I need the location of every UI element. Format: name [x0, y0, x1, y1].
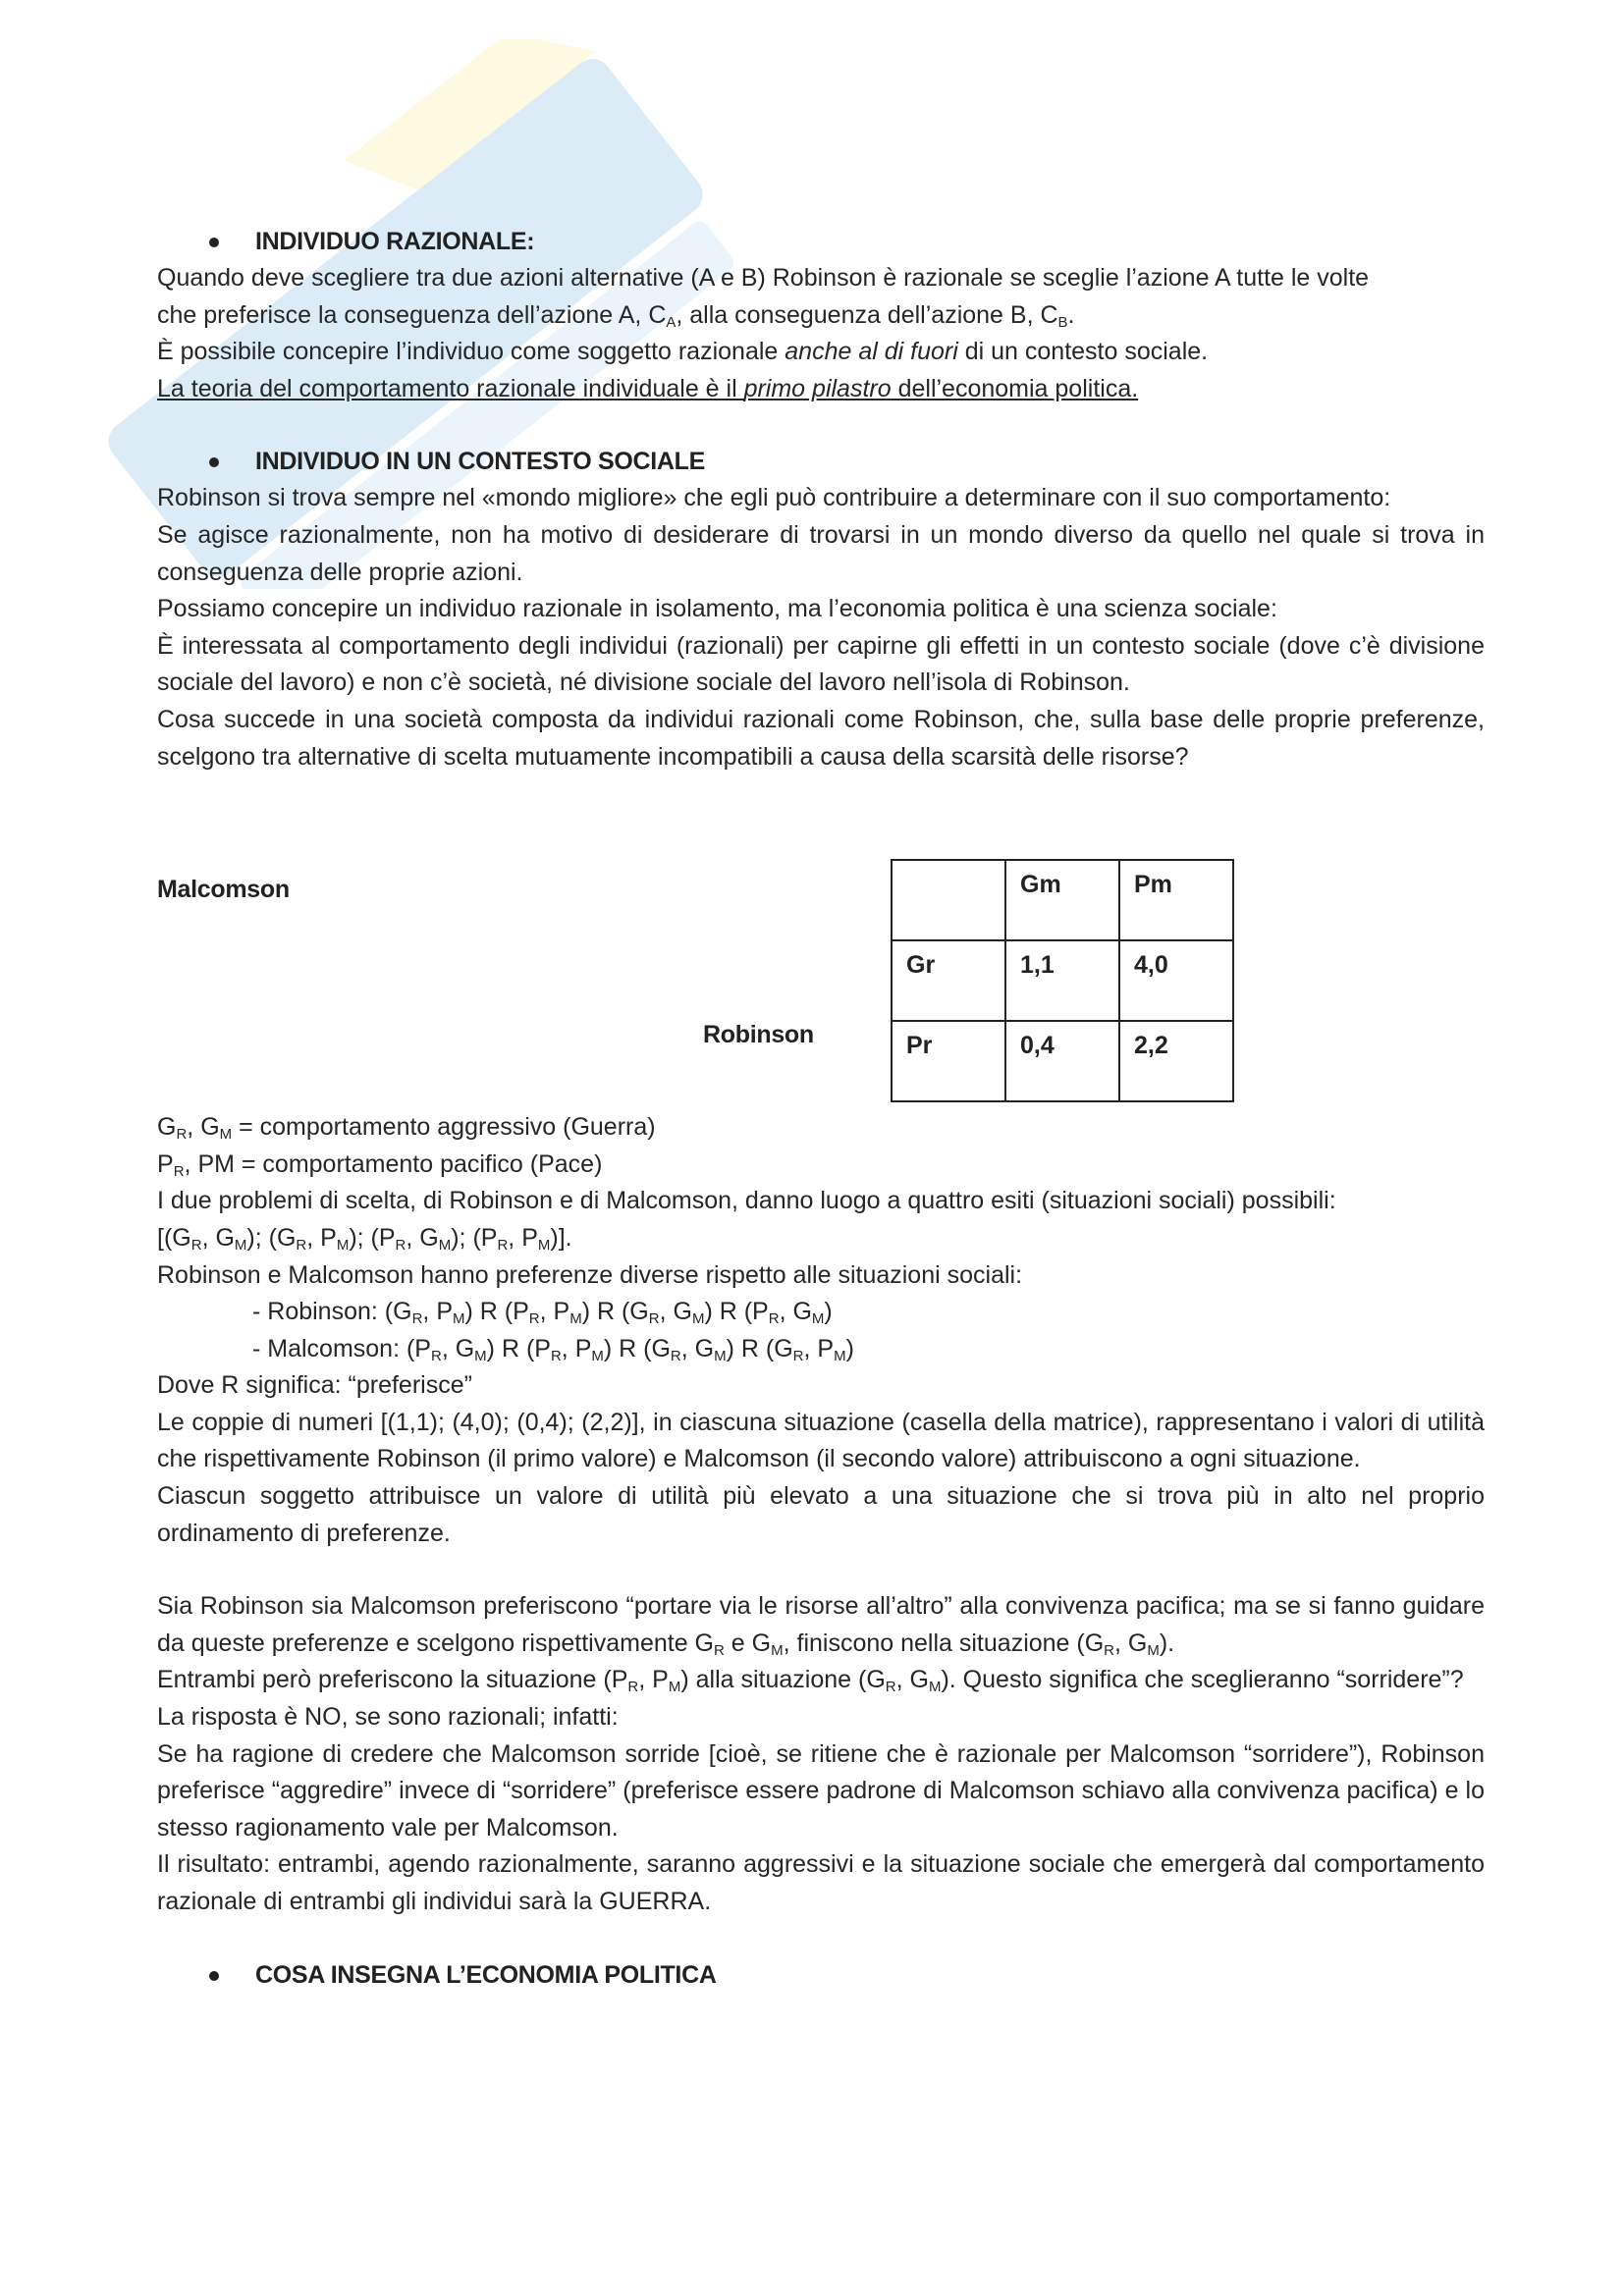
paragraph: Le coppie di numeri [(1,1); (4,0); (0,4); (2,2)], in ciascuna situazione (casella della matrice), rappresentano i valori di utilità che rispettivamente Robinson (il primo valore) e Malcomson (il secondo valore) attribuiscono a ogni situazione. — [157, 1408, 1485, 1473]
bullet-icon — [209, 238, 219, 247]
game-matrix-area — [157, 864, 1485, 1109]
paragraph: $G_R$, $G_M$ = comportamento aggressivo (Guerra) — [157, 1113, 656, 1144]
matrix-row-header: Gr — [892, 940, 1005, 1021]
paragraph: Il risultato: entrambi, agendo razionalmente, saranno aggressivi e la situazione sociale che emergerà dal comportamento razionale di entrambi gli individui sarà la GUERRA. — [157, 1850, 1485, 1915]
bullet-icon — [209, 1971, 219, 1981]
paragraph: Cosa succede in una società composta da individui razionali come Robinson, che, sulla base delle proprie preferenze, scelgono tra alternative di scelta mutuamente incompatibili a causa della scarsità delle risorse? — [157, 705, 1485, 771]
preference-malcomson: - Malcomson: ($P_R$, $G_M$) R ($P_R$, $P_M$) R ($G_R$, $G_M$) R ($G_R$, $P_M$) — [252, 1334, 854, 1364]
paragraph: È possibile concepire l’individuo come soggetto razionale anche al di fuori di un contesto sociale. — [157, 338, 1209, 366]
paragraph: Entrambi però preferiscono la situazione ($P_R$, $P_M$) alla situazione ($G_R$, $G_M$). Questo significa che sceglieranno “sorridere”? — [157, 1666, 1464, 1696]
paragraph: $P_R$, PM = comportamento pacifico (Pace) — [157, 1149, 603, 1180]
matrix-col-header: Pm — [1119, 860, 1233, 940]
matrix-corner-cell — [892, 860, 1005, 940]
section-heading-contesto-sociale — [157, 444, 1485, 480]
player-label-robinson: Robinson — [703, 1021, 814, 1049]
heading-text: INDIVIDUO IN UN CONTESTO SOCIALE — [255, 448, 706, 476]
paragraph: La risposta è NO, se sono razionali; infatti: — [157, 1703, 619, 1732]
underlined-paragraph: La teoria del comportamento razionale individuale è il primo pilastro dell’economia politica. — [157, 374, 1139, 402]
paragraph: Dove R significa: “preferisce” — [157, 1371, 472, 1400]
matrix-cell: 2,2 — [1119, 1021, 1233, 1101]
paragraph: Sia Robinson sia Malcomson preferiscono “portare via le risorse all’altro” alla convivenza pacifica; ma se si fanno guidare da queste preferenze e scelgono rispettivamente $G_R$ e $G_M$, finiscono nella situazione ($G_R$, $G_M$). — [157, 1592, 1485, 1659]
paragraph: Possiamo concepire un individuo razionale in isolamento, ma l’economia politica è una scienza sociale: — [157, 595, 1277, 623]
document-page — [157, 224, 1485, 1994]
matrix-cell: 1,1 — [1005, 940, 1119, 1021]
paragraph: [($G_R$, $G_M$); ($G_R$, $P_M$); ($P_R$, $G_M$); ($P_R$, $P_M$)]. — [157, 1223, 572, 1254]
player-label-malcomson: Malcomson — [157, 876, 290, 904]
paragraph: Robinson si trova sempre nel «mondo migliore» che egli può contribuire a determinare con il suo comportamento: — [157, 484, 1391, 512]
paragraph: che preferisce la conseguenza dell’azione A, $C_A$, alla conseguenza dell’azione B, $C_B$. — [157, 300, 1075, 331]
matrix-cell: 4,0 — [1119, 940, 1233, 1021]
heading-text: INDIVIDUO RAZIONALE: — [255, 228, 535, 255]
preference-robinson: - Robinson: ($G_R$, $P_M$) R ($P_R$, $P_M$) R ($G_R$, $G_M$) R ($P_R$, $G_M$) — [252, 1298, 833, 1328]
paragraph: Se agisce razionalmente, non ha motivo di desiderare di trovarsi in un mondo diverso da quello nel quale si trova in conseguenza delle proprie azioni. — [157, 520, 1485, 586]
paragraph: Robinson e Malcomson hanno preferenze diverse rispetto alle situazioni sociali: — [157, 1260, 1023, 1289]
paragraph: È interessata al comportamento degli individui (razionali) per capirne gli effetti in un contesto sociale (dove c’è divisione sociale del lavoro) e non c’è società, né divisione sociale del lavoro nell’isola di Robinson. — [157, 631, 1485, 697]
paragraph: Se ha ragione di credere che Malcomson sorride [cioè, se ritiene che è razionale per Malcomson “sorridere”), Robinson preferisce “aggredire” invece di “sorridere” (preferisce essere padrone di Malcomson schiavo alla convivenza pacifica) e lo stesso ragionamento vale per Malcomson. — [157, 1739, 1485, 1842]
heading-text: COSA INSEGNA L’ECONOMIA POLITICA — [255, 1960, 717, 1989]
paragraph: Ciascun soggetto attribuisce un valore di utilità più elevato a una situazione che si trova più in alto nel proprio ordinamento di preferenze. — [157, 1482, 1485, 1547]
payoff-matrix — [891, 859, 1234, 1102]
paragraph: Quando deve scegliere tra due azioni alternative (A e B) Robinson è razionale se sceglie l’azione A tutte le volte — [157, 264, 1370, 292]
matrix-row-header: Pr — [892, 1021, 1005, 1101]
matrix-col-header: Gm — [1005, 860, 1119, 940]
section-heading-individuo-razionale — [157, 224, 1485, 260]
matrix-cell: 0,4 — [1005, 1021, 1119, 1101]
section-heading-economia-politica — [157, 1957, 1485, 1994]
paragraph: I due problemi di scelta, di Robinson e di Malcomson, danno luogo a quattro esiti (situazioni sociali) possibili: — [157, 1187, 1336, 1215]
bullet-icon — [209, 457, 219, 467]
